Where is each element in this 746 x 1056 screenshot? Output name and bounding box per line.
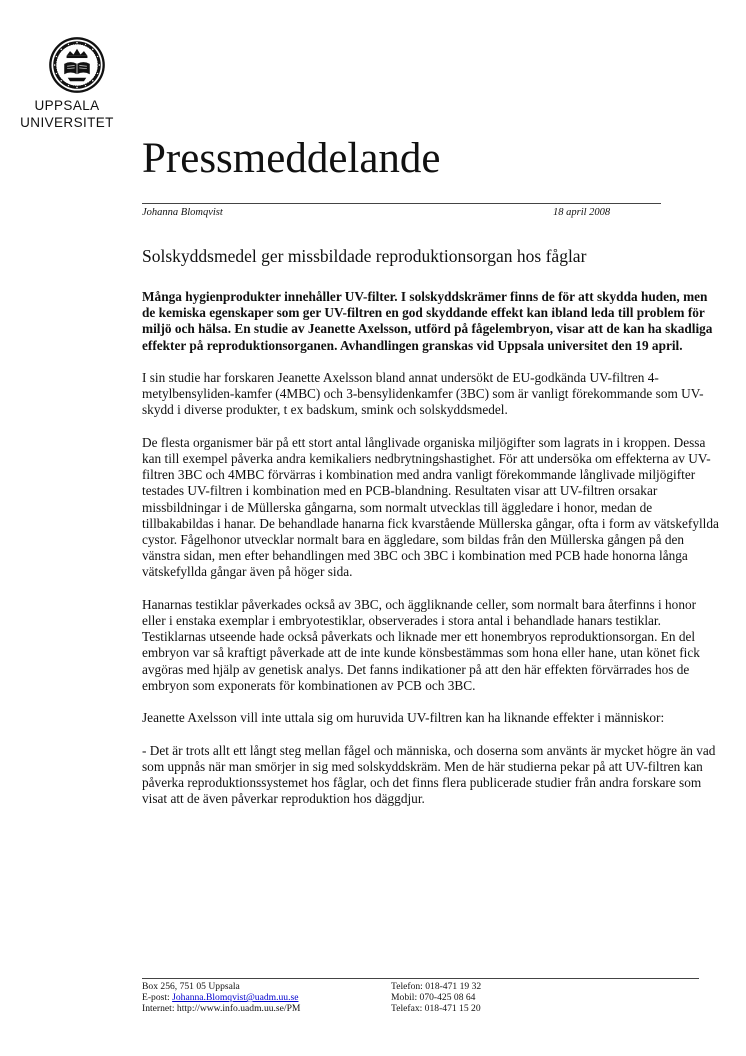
footer-divider [142, 978, 699, 979]
footer-fax: Telefax: 018-471 15 20 [391, 1003, 481, 1014]
logo-line-1: UPPSALA [34, 98, 100, 113]
footer-contact-left [142, 981, 300, 1014]
footer-internet: Internet: http://www.info.uadm.uu.se/PM [142, 1003, 301, 1014]
body-paragraph: Hanarnas testiklar påverkades också av 3BC, och äggliknande celler, som normalt bara återfinns i honor eller i enstaka exemplar i embryotestiklar, observerades i stora antal i behandlade hanars testiklar. Testiklarnas utseende hade också påverkats och liknade mer ett honembryos reproduktionsorgan. En del embryon var så kraftigt påverkade att de inte kunde könsbestämmas som hona eller hane, utan könet fick avgöras med hjälp av genetisk analys. Det fanns indikationer på att den här effekten förvärrades hos de embryon som exponerats för kombinationen av PCB och 3BC. [142, 596, 700, 693]
footer-address: Box 256, 751 05 Uppsala [142, 981, 240, 992]
author-name: Johanna Blomqvist [142, 207, 223, 218]
article-body [142, 289, 722, 824]
quote-paragraph: - Det är trots allt ett långt steg mellan fågel och människa, och doserna som använts är mycket högre än vad som uppnås när man smörjer in sig med solskyddskräm. Men de här studierna pekar på att UV-filtren kan påverka reproduktionssystemet hos fåglar, och det finns flera publicerade studier från andra forskare som visat att de även påverkar reproduktion hos däggdjur. [142, 742, 716, 807]
body-paragraph: I sin studie har forskaren Jeanette Axelsson bland annat undersökt de EU-godkända UV-filtren 4-metylbensyliden-kamfer (4MBC) och 3-bensylidenkamfer (3BC) som är vanligt förekommande som UV-skydd i diverse produkter, t ex badskum, smink och solskyddsmedel. [142, 370, 704, 418]
footer-email-line [142, 992, 300, 1003]
lead-paragraph: Många hygienprodukter innehåller UV-filter. I solskyddskrämer finns de för att skydda huden, men de kemiska egenskaper som ger UV-filtren en god skyddande effekt kan ibland leda till problem för miljö och hälsa. En studie av Jeanette Axelsson, utförd på fågelembryon, visar att de kan ha skadliga effekter på reproduktionsorganen. Avhandlingen granskas vid Uppsala universitet den 19 april. [142, 289, 713, 353]
release-date: 18 april 2008 [553, 207, 611, 218]
body-paragraph: Jeanette Axelsson vill inte uttala sig om huruvida UV-filtren kan ha liknande effekter i människor: [142, 710, 665, 726]
footer-contact-right [391, 981, 481, 1014]
university-seal-icon [48, 36, 106, 94]
logo-line-2: UNIVERSITET [20, 115, 114, 130]
footer-mobile: Mobil: 070-425 08 64 [391, 992, 476, 1003]
footer-email-label: E-post: [142, 992, 170, 1003]
header-divider [142, 203, 661, 204]
headline: Solskyddsmedel ger missbildade reproduktionsorgan hos fåglar [142, 246, 587, 266]
email-link[interactable]: Johanna.Blomqvist@uadm.uu.se [172, 992, 299, 1003]
page-title: Pressmeddelande [142, 135, 441, 182]
footer-phone: Telefon: 018-471 19 32 [391, 981, 482, 992]
university-logo-text [0, 97, 134, 131]
body-paragraph: De flesta organismer bär på ett stort antal långlivade organiska miljögifter som lagrats in i kroppen. Dessa kan till exempel påverka andra kemikaliers nedbrytningshastighet. För att undersöka om effekterna av UV-filtren 3BC och 4MBC förvärras i kombination med andra vanligt förekommande långlivade miljögifter testades UV-filtren i kombination med en PCB-blandning. Resultaten visar att UV-filtren orsakar missbildningar i de Müllerska gångarna, som normalt utvecklas till äggledare i honor, medan de tillbakabildas i hanar. De behandlade hanarna fick kvarstående Müllerska gångar, ofta i form av vätskefyllda cystor. Fågelhonor utvecklar normalt bara en äggledare, som bildas från den Müllerska gången på den vänstra sidan, men efter behandlingen med 3BC och 3BC i kombination med PCB hade honorna långa vätskefyllda gångar även på höger sida. [142, 434, 719, 580]
